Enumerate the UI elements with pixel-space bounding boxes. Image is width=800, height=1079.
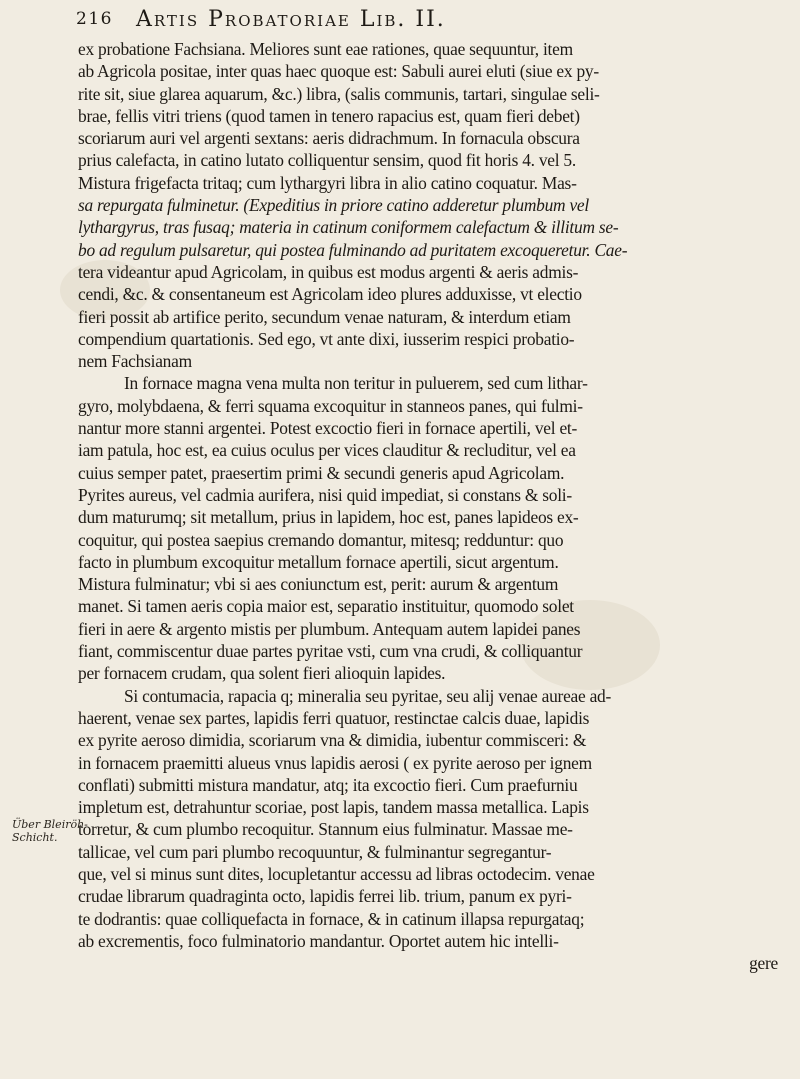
margin-note-line: Über Bleiröh- — [12, 818, 88, 831]
margin-note-line: Schicht. — [12, 831, 58, 844]
text-line: coquitur, qui postea saepius cremando domantur, mitesq; redduntur: quo — [78, 529, 564, 550]
text-line: manet. Si tamen aeris copia maior est, separatio instituitur, quomodo solet — [78, 596, 574, 617]
text-line: Pyrites aureus, vel cadmia aurifera, nisi quid impediat, si constans & soli- — [78, 484, 572, 505]
text-line: tera videantur apud Agricolam, in quibus est modus argenti & aeris admis- — [78, 261, 579, 282]
text-line: In fornace magna vena multa non teritur in puluerem, sed cum lithar- — [124, 373, 588, 394]
text-line: haerent, venae sex partes, lapidis ferri quatuor, restinctae calcis duae, lapidis — [78, 707, 590, 728]
text-line: lythargyrus, tras fusaq; materia in catinum coniformem calefactum & illitum se- — [78, 217, 619, 238]
text-line: per fornacem crudam, qua solent fieri alioquin lapides. — [78, 663, 446, 684]
margin-note — [12, 818, 88, 844]
text-line: facto in plumbum excoquitur metallum fornace apertili, sicut argentum. — [78, 551, 559, 572]
text-line: torretur, & cum plumbo recoquitur. Stannum eius fulminatur. Massae me- — [78, 819, 573, 840]
body-text — [78, 38, 778, 974]
text-line: cuius semper patet, praesertim primi & secundi generis apud Agricolam. — [78, 462, 565, 483]
text-line: cendi, &c. & consentaneum est Agricolam ideo plures adduxisse, vt electio — [78, 284, 582, 305]
text-line: nantur more stanni argentei. Potest excoctio fieri in fornace apertili, vel et- — [78, 418, 578, 439]
text-line: nem Fachsianam — [78, 351, 192, 372]
text-line: Mistura frigefacta tritaq; cum lythargyri libra in alio catino coquatur. Mas- — [78, 172, 577, 193]
text-line: scoriarum auri vel argenti sextans: aeris didrachmum. In fornacula obscura — [78, 128, 580, 149]
text-line: impletum est, detrahuntur scoriae, post lapis, tandem massa metallica. Lapis — [78, 797, 589, 818]
text-line: rite sit, siue glarea aquarum, &c.) libra, (salis communis, tartari, singulae seli- — [78, 83, 600, 104]
text-line: brae, fellis vitri triens (quod tamen in tenero rapacius est, quam fieri debet) — [78, 105, 580, 126]
text-line: fieri in aere & argento mistis per plumbum. Antequam autem lapidei panes — [78, 618, 581, 639]
text-line: gyro, molybdaena, & ferri squama excoquitur in stanneos panes, qui fulmi- — [78, 395, 583, 416]
text-line: ex probatione Fachsiana. Meliores sunt eae rationes, quae sequuntur, item — [78, 39, 573, 59]
page-header — [76, 4, 776, 34]
text-line: que, vel si minus sunt dites, locupletantur accessu ad libras octodecim. venae — [78, 863, 595, 884]
text-line: crudae librarum quadraginta octo, lapidis ferrei lib. trium, panum ex pyri- — [78, 886, 572, 907]
text-line: iam patula, hoc est, ea cuius oculus per vices clauditur & recluditur, vel ea — [78, 440, 576, 461]
text-line: prius calefacta, in catino lutato colliquentur sensim, quod fit horis 4. vel 5. — [78, 150, 576, 171]
page-number: 216 — [76, 9, 113, 29]
text-line: dum maturumq; sit metallum, prius in lapidem, hoc est, panes lapideos ex- — [78, 507, 579, 528]
text-line: Mistura fulminatur; vbi si aes coniunctum est, perit: aurum & argentum — [78, 574, 559, 595]
running-head: Artis Probatoriae Lib. II. — [136, 6, 446, 32]
text-line: fieri possit ab artifice perito, secundum venae naturam, & interdum etiam — [78, 306, 571, 327]
text-line: ab excrementis, foco fulminatorio mandantur. Oportet autem hic intelli- — [78, 930, 559, 951]
text-line: fiant, commiscentur duae partes pyritae vsti, cum vna crudi, & colliquantur — [78, 641, 583, 662]
text-line: sa repurgata fulminetur. (Expeditius in priore catino adderetur plumbum vel — [78, 195, 589, 216]
text-line: compendium quartationis. Sed ego, vt ante dixi, iusserim respici probatio- — [78, 328, 575, 349]
text-line: Si contumacia, rapacia q; mineralia seu pyritae, seu alij venae aureae ad- — [124, 685, 612, 706]
text-line: bo ad regulum pulsaretur, qui postea fulminando ad puritatem excoqueretur. Cae- — [78, 239, 628, 260]
text-line: in fornacem praemitti alueus vnus lapidis aerosi ( ex pyrite aeroso per ignem — [78, 752, 592, 773]
text-line: tallicae, vel cum pari plumbo recoquuntur, & fulminantur segregantur- — [78, 841, 552, 862]
text-line: te dodrantis: quae colliquefacta in fornace, & in catinum illapsa repurgataq; — [78, 908, 585, 929]
text-line: gere — [749, 953, 778, 974]
text-line: ex pyrite aeroso dimidia, scoriarum vna & dimidia, iubentur commisceri: & — [78, 730, 587, 751]
text-line: ab Agricola positae, inter quas haec quoque est: Sabuli aurei eluti (siue ex py- — [78, 61, 599, 82]
text-line: conflati) submitti mistura mandatur, atq; ita excoctio fieri. Cum praefurniu — [78, 774, 578, 795]
